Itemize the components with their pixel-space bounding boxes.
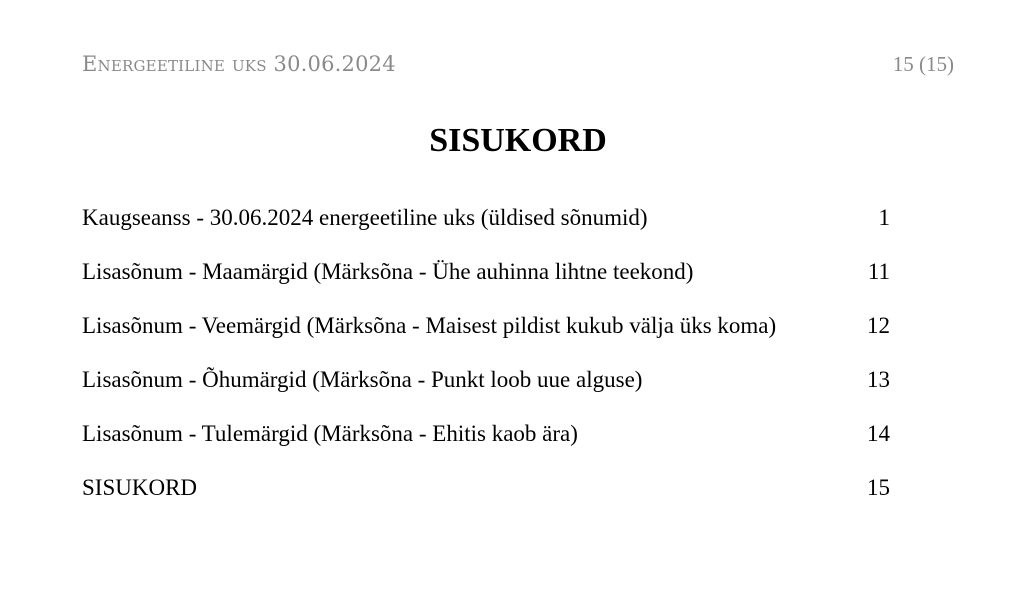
toc-title: SISUKORD [429, 122, 607, 159]
toc-entry-page: 12 [867, 313, 890, 338]
toc-entry-label: Lisasõnum - Veemärgid (Märksõna - Maisest pildist kukub välja üks koma) [82, 313, 777, 338]
toc-entry-label: Lisasõnum - Õhumärgid (Märksõna - Punkt loob uue alguse) [82, 367, 643, 392]
toc-entry[interactable] [82, 205, 890, 259]
toc-entry[interactable] [82, 259, 890, 313]
toc-entry-page: 15 [867, 475, 890, 500]
toc-entry[interactable] [82, 421, 890, 475]
toc-entry-page: 14 [867, 421, 890, 446]
toc-entry[interactable] [82, 313, 890, 367]
toc-entry-page: 1 [878, 205, 890, 230]
table-of-contents [82, 205, 890, 529]
toc-entry-label: Lisasõnum - Maamärgid (Märksõna - Ühe auhinna lihtne teekond) [82, 259, 694, 284]
running-header: Energeetiline uks 30.06.2024 [82, 52, 396, 76]
toc-entry-label: SISUKORD [82, 475, 198, 500]
toc-entry-label: Lisasõnum - Tulemärgid (Märksõna - Ehitis kaob ära) [82, 421, 578, 446]
toc-entry-page: 13 [867, 367, 890, 392]
toc-entry-label: Kaugseanss - 30.06.2024 energeetiline uks (üldised sõnumid) [82, 205, 648, 230]
toc-entry[interactable] [82, 367, 890, 421]
page-counter: 15 (15) [892, 52, 954, 76]
toc-entry-page: 11 [867, 259, 890, 284]
toc-entry[interactable] [82, 475, 890, 529]
